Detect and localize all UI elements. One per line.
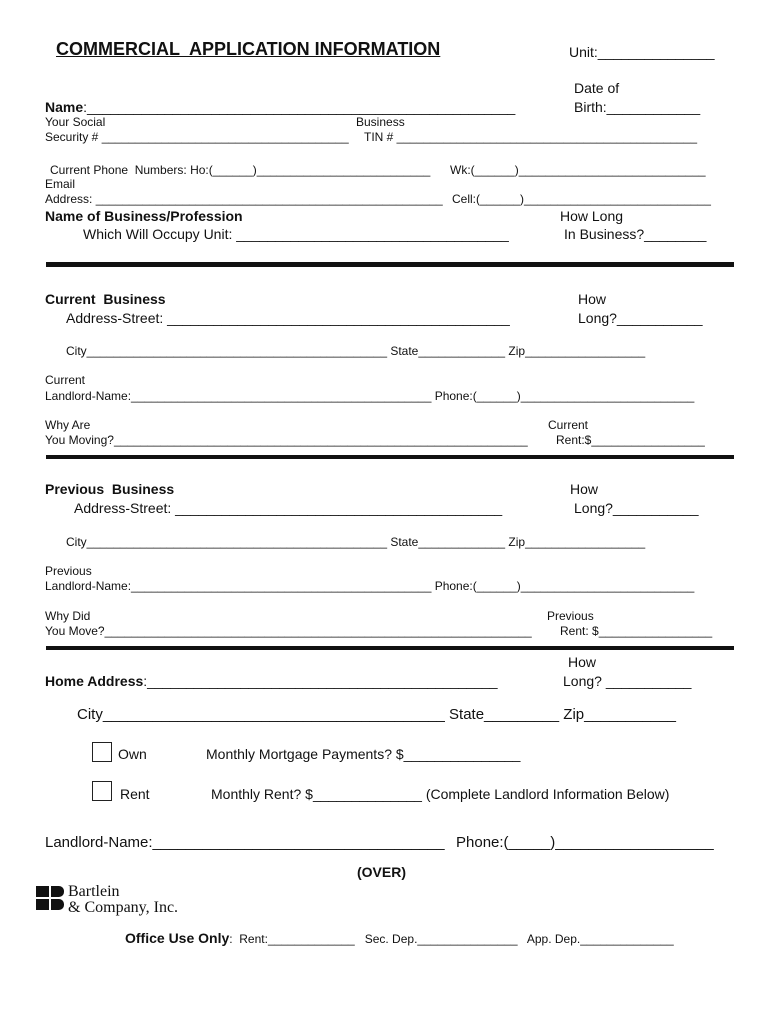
home-how-long-field[interactable]: Long? ___________ xyxy=(563,673,692,689)
how-long-business-label: How Long xyxy=(560,208,624,224)
cell-phone-field[interactable]: Cell:(______)____________________________ xyxy=(452,192,711,206)
section-divider xyxy=(46,262,734,267)
ssn-field[interactable]: Security # _____________________________________ xyxy=(45,130,349,144)
why-moved-field[interactable]: You Move?________________________________________________________________ xyxy=(45,624,532,638)
current-address-field[interactable]: Address-Street: ____________________________________________ xyxy=(66,310,510,326)
tin-field[interactable]: TIN # _____________________________________________ xyxy=(364,130,697,144)
home-address-field[interactable] xyxy=(45,674,498,688)
dob-label: Date of xyxy=(574,80,620,96)
home-city-state-zip[interactable]: City_________________________________________ State_________ Zip___________ xyxy=(77,706,676,723)
name-blank[interactable]: :_______________________________________________________ xyxy=(83,99,516,115)
name-label: Name xyxy=(45,99,84,115)
previous-how-long-label: How xyxy=(570,481,599,497)
home-landlord-phone-field[interactable]: Phone:(_____)___________________ xyxy=(456,834,714,851)
why-moved-label: Why Did xyxy=(45,609,91,623)
current-landlord-field[interactable]: Landlord-Name:_____________________________________________ Phone:(______)__________________________ xyxy=(45,389,695,403)
work-phone-field[interactable]: Wk:(______)____________________________ xyxy=(450,163,706,177)
tin-label: Business xyxy=(356,115,405,129)
monthly-rent-field[interactable]: Monthly Rent? $______________ (Complete Landlord Information Below) xyxy=(211,786,670,802)
form-title: COMMERCIAL APPLICATION INFORMATION xyxy=(56,39,441,59)
bartlein-logo-icon xyxy=(36,886,64,912)
over-note: (OVER) xyxy=(357,864,406,880)
section-divider xyxy=(46,455,734,459)
previous-rent-field[interactable]: Rent: $_________________ xyxy=(560,624,713,638)
home-how-long-label: How xyxy=(568,654,597,670)
office-use-label: Office Use Only xyxy=(125,930,230,946)
section-divider xyxy=(46,646,734,650)
current-rent-field[interactable]: Rent:$_________________ xyxy=(556,433,705,447)
previous-landlord-field[interactable]: Landlord-Name:_____________________________________________ Phone:(______)__________________________ xyxy=(45,579,695,593)
dob-field[interactable]: Birth:____________ xyxy=(574,99,701,115)
current-landlord-label: Current xyxy=(45,373,86,387)
own-checkbox[interactable] xyxy=(92,742,112,762)
previous-landlord-label: Previous xyxy=(45,564,92,578)
company-name-line1: Bartlein xyxy=(68,883,120,900)
previous-address-field[interactable]: Address-Street: __________________________________________ xyxy=(74,500,503,516)
office-use-row xyxy=(125,931,674,947)
company-name-line2: & Company, Inc. xyxy=(68,899,179,916)
mortgage-payment-field[interactable]: Monthly Mortgage Payments? $_______________ xyxy=(206,746,521,762)
current-how-long-field[interactable]: Long?___________ xyxy=(578,310,703,326)
home-landlord-field[interactable]: Landlord-Name:___________________________________ xyxy=(45,834,445,851)
previous-how-long-field[interactable]: Long?___________ xyxy=(574,500,699,516)
office-use-fields[interactable]: : Rent:_____________ Sec. Dep._______________ App. Dep.______________ xyxy=(229,932,674,946)
email-label: Email xyxy=(45,177,76,191)
why-moving-label: Why Are xyxy=(45,418,91,432)
previous-address-label: Previous Business xyxy=(45,481,175,497)
home-address-blank[interactable]: :_____________________________________________ xyxy=(143,673,498,689)
current-city-state-zip[interactable]: City_____________________________________________ State_____________ Zip__________________ xyxy=(66,344,646,358)
current-rent-label: Current xyxy=(548,418,589,432)
name-field[interactable] xyxy=(45,100,515,114)
rent-checkbox[interactable] xyxy=(92,781,112,801)
how-long-business-field[interactable]: In Business?________ xyxy=(564,226,707,242)
rent-label: Rent xyxy=(120,786,150,802)
unit-field[interactable]: Unit:_______________ xyxy=(569,44,715,60)
business-name-field[interactable]: Which Will Occupy Unit: ___________________________________ xyxy=(83,226,509,242)
ssn-label: Your Social xyxy=(45,115,106,129)
business-name-label: Name of Business/Profession xyxy=(45,208,243,224)
previous-rent-label: Previous xyxy=(547,609,594,623)
previous-city-state-zip[interactable]: City_____________________________________________ State_____________ Zip__________________ xyxy=(66,535,646,549)
current-how-long-label: How xyxy=(578,291,607,307)
own-label: Own xyxy=(118,746,147,762)
current-address-label: Current Business xyxy=(45,291,166,307)
why-moving-field[interactable]: You Moving?______________________________________________________________ xyxy=(45,433,528,447)
home-address-label: Home Address xyxy=(45,673,144,689)
email-field[interactable]: Address: ____________________________________________________ xyxy=(45,192,443,206)
home-phone-field[interactable]: Current Phone Numbers: Ho:(______)__________________________ xyxy=(50,163,431,177)
